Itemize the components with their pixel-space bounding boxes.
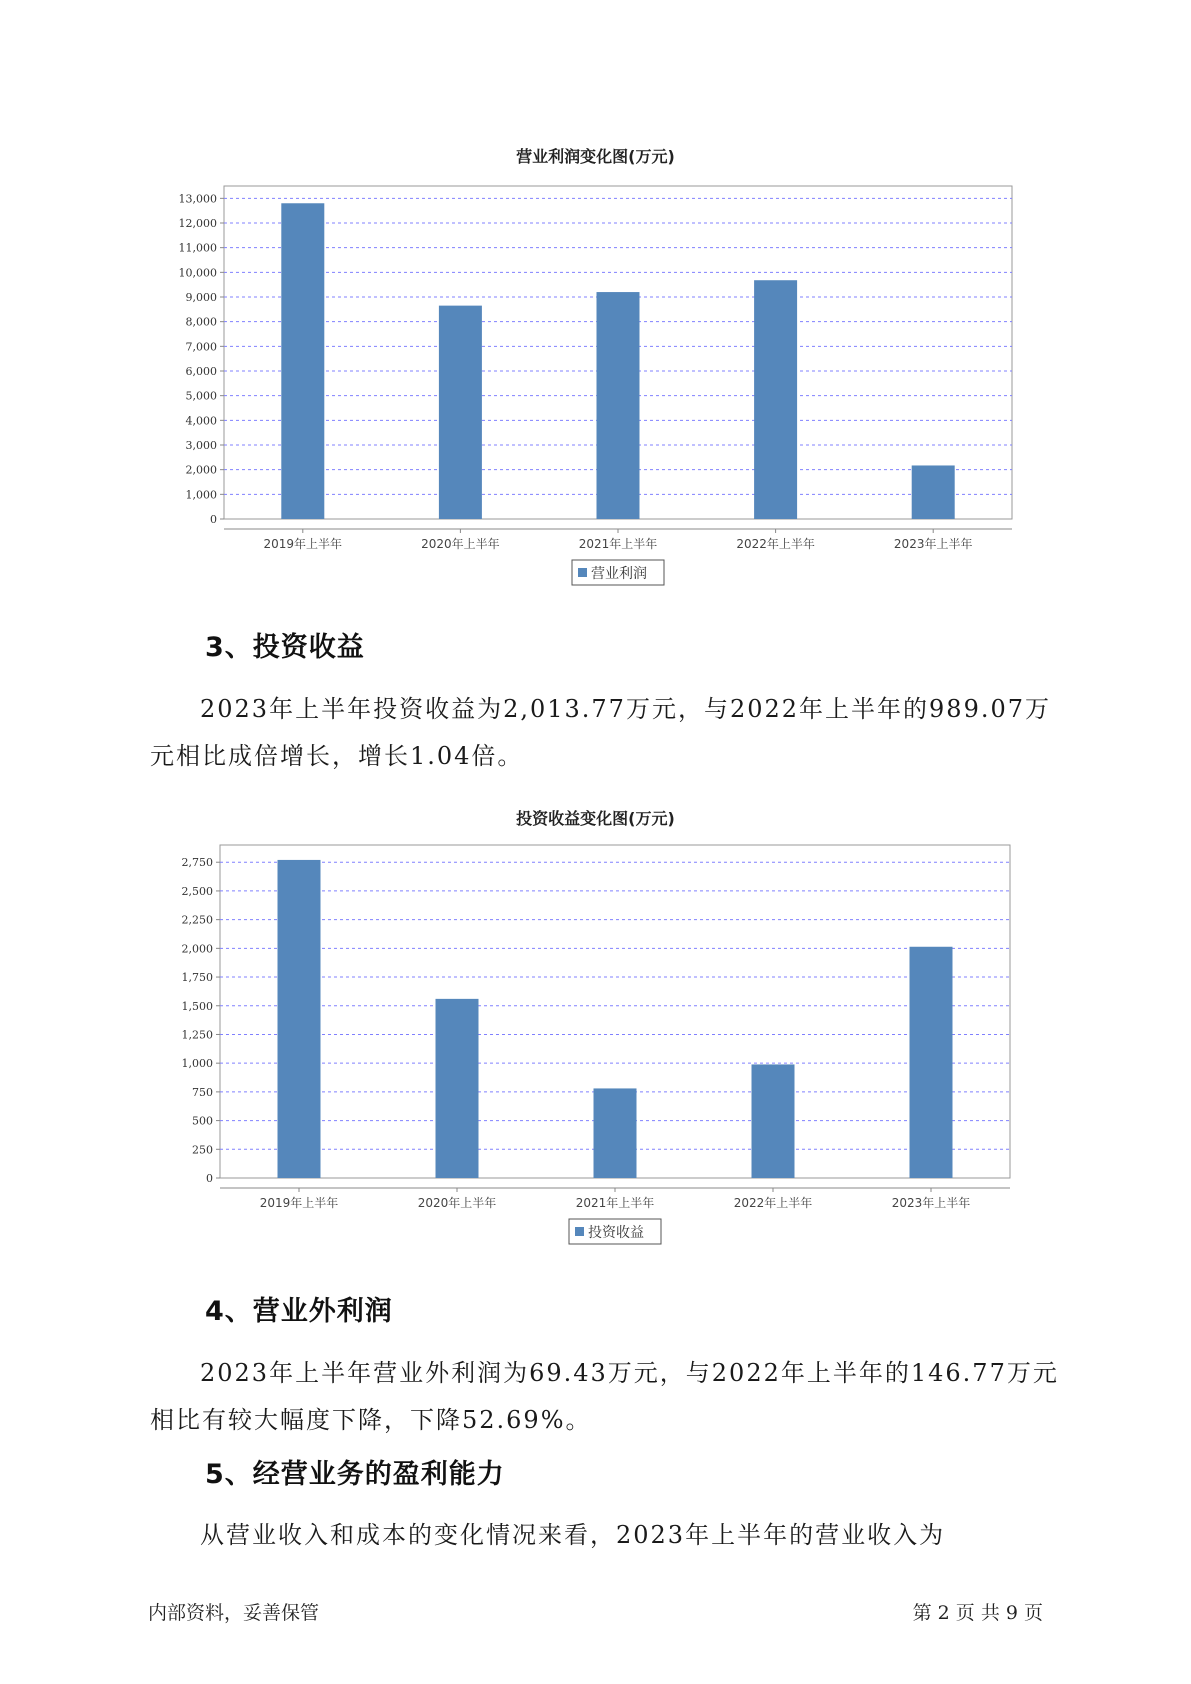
x-tick-label: 2020年上半年 <box>417 1196 497 1210</box>
x-tick-label: 2020年上半年 <box>421 537 500 551</box>
x-tick-label: 2021年上半年 <box>575 1196 655 1210</box>
bar <box>594 1088 637 1178</box>
y-tick-label: 1,000 <box>181 1057 213 1071</box>
footer-page-number: 第 2 页 共 9 页 <box>912 1602 1043 1624</box>
bar <box>597 292 640 519</box>
y-tick-label: 0 <box>206 1172 213 1185</box>
paragraph <box>150 686 1070 780</box>
paragraph-line: 2023年上半年投资收益为2,013.77万元，与2022年上半年的989.07万 <box>200 695 1052 723</box>
section-heading: 5、经营业务的盈利能力 <box>205 1459 505 1490</box>
y-tick-label: 11,000 <box>178 241 217 255</box>
y-tick-label: 3,000 <box>185 439 217 452</box>
x-tick-label: 2022年上半年 <box>736 537 815 551</box>
y-tick-label: 6,000 <box>185 365 217 378</box>
section-heading: 3、投资收益 <box>205 632 365 663</box>
bar <box>754 280 797 519</box>
y-tick-label: 8,000 <box>185 315 217 329</box>
legend-label: 营业利润 <box>591 566 647 582</box>
bar <box>281 203 324 519</box>
y-tick-label: 4,000 <box>185 414 217 428</box>
y-tick-label: 13,000 <box>178 192 217 206</box>
x-tick-label: 2023年上半年 <box>893 537 973 551</box>
y-tick-label: 2,500 <box>181 884 213 898</box>
legend-label: 投资收益 <box>588 1225 644 1241</box>
y-tick-label: 250 <box>192 1143 213 1157</box>
operating-profit-chart <box>0 168 1191 598</box>
y-tick-label: 1,000 <box>185 488 217 502</box>
paragraph-line: 相比有较大幅度下降，下降52.69%。 <box>150 1406 592 1434</box>
bar <box>752 1064 795 1178</box>
y-tick-label: 2,750 <box>181 856 213 870</box>
y-tick-label: 9,000 <box>185 291 217 304</box>
bar <box>436 999 479 1178</box>
footer-confidential-note: 内部资料，妥善保管 <box>148 1602 320 1624</box>
bar <box>439 306 482 519</box>
section-heading: 4、营业外利润 <box>205 1296 393 1327</box>
bar <box>910 947 953 1178</box>
paragraph <box>150 1512 1070 1559</box>
x-tick-label: 2019年上半年 <box>259 1196 339 1210</box>
bar <box>912 465 955 519</box>
paragraph-line: 从营业收入和成本的变化情况来看，2023年上半年的营业收入为 <box>200 1521 946 1549</box>
x-tick-label: 2019年上半年 <box>263 537 343 551</box>
y-tick-label: 12,000 <box>178 217 217 230</box>
chart-title: 营业利润变化图(万元) <box>516 147 675 166</box>
paragraph-line: 元相比成倍增长，增长1.04倍。 <box>150 742 524 770</box>
bar <box>278 860 321 1178</box>
x-tick-label: 2021年上半年 <box>578 537 658 551</box>
y-tick-label: 10,000 <box>178 266 217 280</box>
y-tick-label: 2,000 <box>185 463 217 477</box>
y-tick-label: 1,250 <box>181 1028 213 1042</box>
paragraph-line: 2023年上半年营业外利润为69.43万元，与2022年上半年的146.77万元 <box>200 1359 1059 1387</box>
y-tick-label: 7,000 <box>185 340 217 354</box>
y-tick-label: 500 <box>192 1114 213 1128</box>
y-tick-label: 0 <box>210 513 217 526</box>
paragraph <box>150 1350 1070 1444</box>
y-tick-label: 5,000 <box>185 389 217 403</box>
investment-income-chart <box>0 830 1191 1260</box>
chart-title: 投资收益变化图(万元) <box>516 809 675 828</box>
y-tick-label: 1,500 <box>181 999 213 1013</box>
y-tick-label: 1,750 <box>181 971 213 985</box>
y-tick-label: 2,000 <box>181 942 213 956</box>
x-tick-label: 2023年上半年 <box>891 1196 971 1210</box>
y-tick-label: 750 <box>192 1085 213 1099</box>
x-tick-label: 2022年上半年 <box>733 1196 813 1210</box>
y-tick-label: 2,250 <box>181 913 213 927</box>
legend-swatch <box>578 568 587 577</box>
legend-swatch <box>575 1227 584 1236</box>
